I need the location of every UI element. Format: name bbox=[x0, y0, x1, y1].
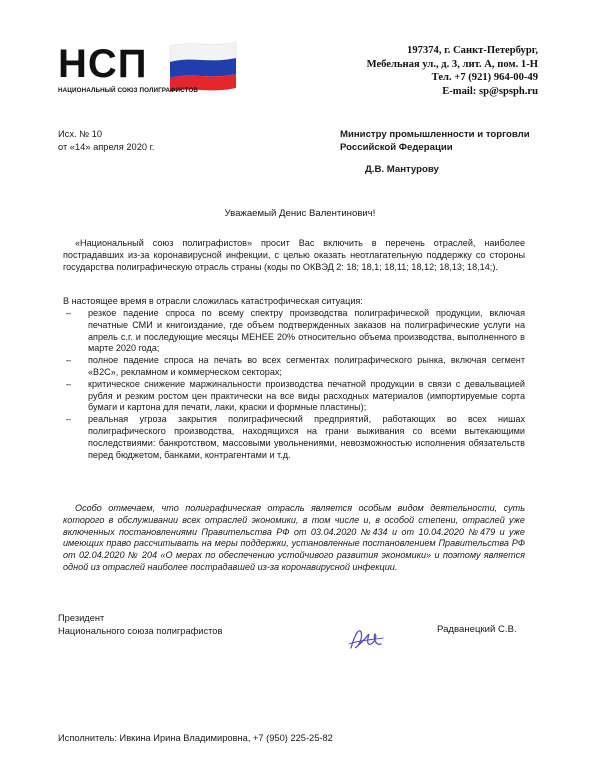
reference-date: от «14» апреля 2020 г. bbox=[58, 141, 155, 152]
address-line-2: Мебельная ул., д. 3, лит. А, пом. 1-Н bbox=[366, 58, 538, 70]
executor-line: Исполнитель: Ивкина Ирина Владимировна, +7 (950) 225-25-82 bbox=[58, 733, 333, 743]
signatory-position-line-2: Национального союза полиграфистов bbox=[58, 626, 223, 636]
address-phone: Тел. +7 (921) 964-00-49 bbox=[431, 72, 538, 83]
list-item: – критическое снижение маржинальности производства печатной продукции в связи с девальвацией рубля и резким ростом цен практически на все виды расходных материалов (импортируемые сорта бумаги и картона для печати, лаки, краски и формные пластины); bbox=[66, 378, 525, 413]
handwritten-signature bbox=[345, 622, 385, 657]
letter-reference bbox=[58, 128, 154, 153]
sender-address bbox=[367, 44, 538, 98]
situation-heading: В настоящее время в отрасли сложилась катастрофическая ситуация: bbox=[63, 296, 363, 306]
note-paragraph: Особо отмечаем, что полиграфическая отрасль является особым видом деятельности, суть которого в обслуживании всех отраслей экономики, в том числе и, в особой степени, отраслей уже включенных постановлениями Правительства РФ от 03.04.2020 №434 и от 10.04.2020 №479 и уже имеющих право рассчитывать на меры поддержки, установленные постановлением Правительства РФ от 02.04.2020 № 204 «О мерах по обеспечению устойчивого развития экономики» и поэтому является одной из отраслей наиболее пострадавшей из-за коронавирусной инфекции. bbox=[63, 503, 525, 572]
logo-subtitle: НАЦИОНАЛЬНЫЙ СОЮЗ ПОЛИГРАФИСТОВ bbox=[58, 87, 199, 94]
bullet-dash: – bbox=[66, 355, 72, 366]
list-item: – реальная угроза закрытия полиграфический предприятий, работающих во всех нишах полиграфического производства, находящихся на грани выживания со всеми вытекающими последствиями: банкротством, массовыми увольнениями, невозможностью исполнения обязательств перед бюджетом, банками, контрагентами и т.д. bbox=[66, 414, 525, 460]
salutation: Уважаемый Денис Валентинович! bbox=[224, 208, 376, 219]
list-item: – резкое падение спроса по всему спектру производства полиграфической продукции, включая печатные СМИ и книгоиздание, где объем подтвержденных заказов на полиграфические услуги на апрель с.г. и последующие месяцы МЕНЕЕ 20% относительно объема производства, выполненного в марте 2020 года; bbox=[66, 308, 525, 354]
reference-number: Исх. № 10 bbox=[58, 129, 103, 139]
bullet-dash: – bbox=[66, 414, 72, 425]
address-line-1: 197374, г. Санкт-Петербург, bbox=[407, 45, 538, 56]
bullet-dash: – bbox=[66, 308, 72, 318]
address-email: E-mail: sp@spsph.ru bbox=[442, 85, 538, 97]
signatory-position bbox=[58, 612, 222, 638]
list-item: – полное падение спроса на печать во всех сегментах полиграфического рынка, включая сегмент «В2С», рекламном и коммерческом секторах; bbox=[66, 355, 525, 377]
signatory-name: Радванецкий С.В. bbox=[437, 624, 517, 635]
bullet-dash: – bbox=[66, 378, 72, 389]
recipient-name: Д.В. Мантурову bbox=[365, 164, 439, 175]
signatory-position-line-1: Президент bbox=[58, 613, 105, 623]
situation-list bbox=[63, 308, 525, 461]
recipient-title: Министру промышленности и торговли Российской Федерации bbox=[340, 129, 530, 153]
logo-abbreviation: НСП bbox=[58, 42, 148, 86]
intro-paragraph: «Национальный союз полиграфистов» просит Вас включить в перечень отраслей, наиболее пострадавших из-за коронавирусной инфекции, с целью оказать неотлагательную поддержку со стороны государства полиграфическую отрасль страны (коды по ОКВЭД 2: 18; 18,1; 18,11; 18,12; 18,13; 18,14;). bbox=[63, 238, 525, 272]
